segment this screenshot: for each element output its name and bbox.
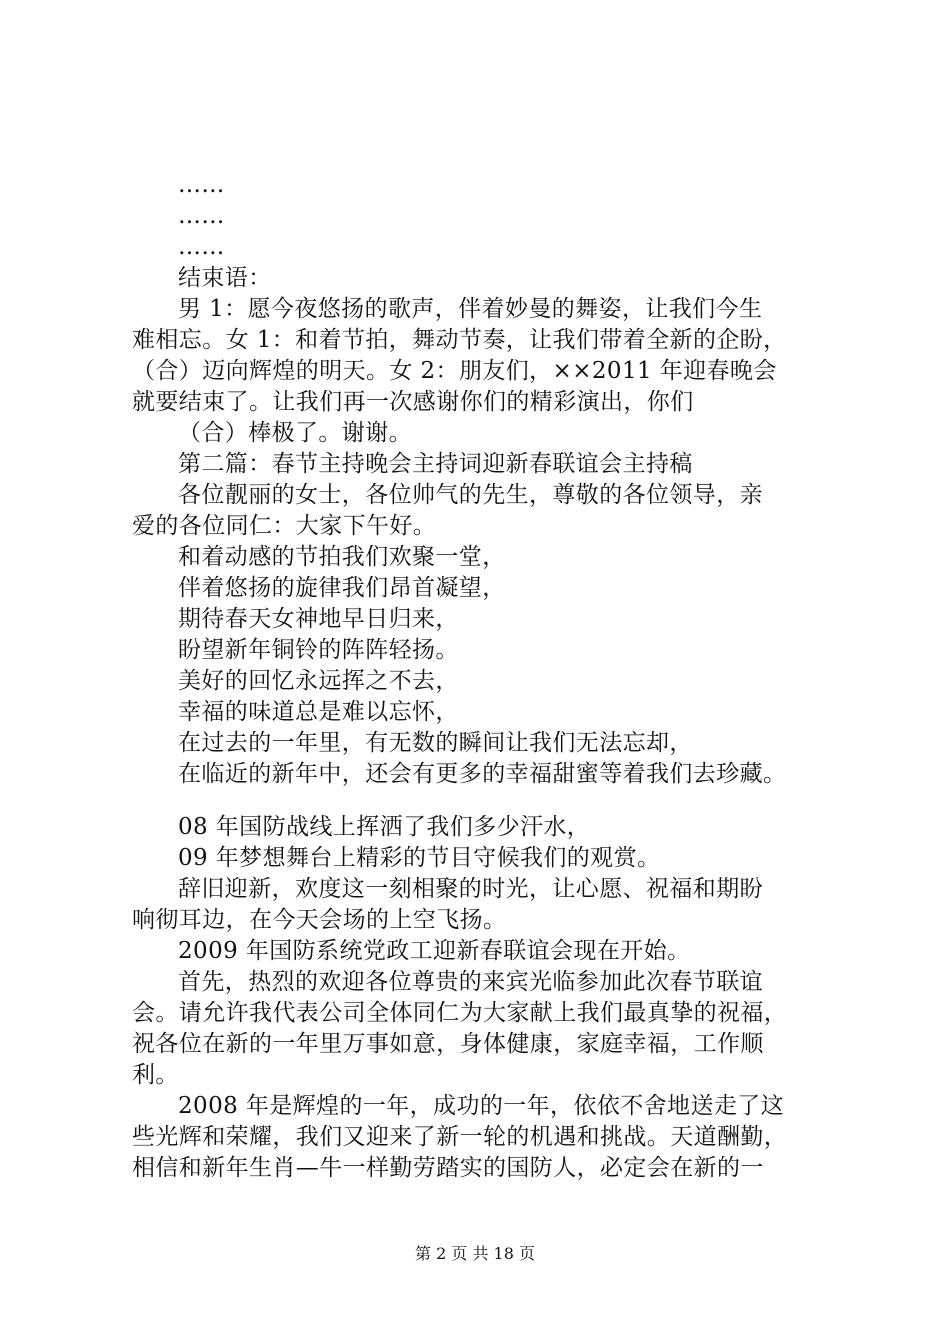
- document-body: [132, 170, 832, 1184]
- text-line: 和着动感的节拍我们欢聚一堂，: [178, 544, 506, 570]
- text-line: 在临近的新年中，还会有更多的幸福甜蜜等着我们去珍藏。: [178, 761, 787, 787]
- text-line: ……: [178, 172, 225, 198]
- text-line: ……: [178, 203, 225, 229]
- text-line: 些光辉和荣耀，我们又迎来了新一轮的机遇和挑战。天道酬勤，: [132, 1124, 788, 1150]
- text-line: 利。: [132, 1062, 179, 1088]
- text-line: 会。请允许我代表公司全体同仁为大家献上我们最真挚的祝福，: [132, 1000, 788, 1026]
- text-line: 08 年国防战线上挥洒了我们多少汗水，: [178, 814, 591, 840]
- text-line: （合）棒极了。谢谢。: [178, 420, 412, 446]
- text-line: 在过去的一年里，有无数的瞬间让我们无法忘却，: [178, 730, 693, 756]
- text-line: 辞旧迎新，欢度这一刻相聚的时光，让心愿、祝福和期盼: [178, 876, 763, 902]
- text-line: 相信和新年生肖—牛一样勤劳踏实的国防人，必定会在新的一: [132, 1155, 764, 1181]
- text-line: 各位靓丽的女士，各位帅气的先生，尊敬的各位领导，亲: [178, 482, 763, 508]
- text-line: 09 年梦想舞台上精彩的节目守候我们的观赏。: [178, 845, 661, 871]
- text-line: 2008 年是辉煌的一年，成功的一年，依依不舍地送走了这: [178, 1093, 785, 1119]
- paragraph-spacer: [132, 790, 832, 812]
- text-line: 幸福的味道总是难以忘怀，: [178, 699, 459, 725]
- text-line: （合）迈向辉煌的明天。女 2：朋友们，××2011 年迎春晚会: [132, 358, 777, 384]
- text-line: 祝各位在新的一年里万事如意，身体健康，家庭幸福，工作顺: [132, 1031, 764, 1057]
- text-line: 难相忘。女 1：和着节拍，舞动节奏，让我们带着全新的企盼，: [132, 327, 787, 353]
- text-line: 第二篇：春节主持晚会主持词迎新春联谊会主持稿: [178, 451, 693, 477]
- text-line: 首先，热烈的欢迎各位尊贵的来宾光临参加此次春节联谊: [178, 969, 763, 995]
- text-line: 结束语：: [178, 265, 272, 291]
- text-line: 响彻耳边，在今天会场的上空飞扬。: [132, 907, 507, 933]
- page-footer: 第 2 页 共 18 页: [415, 1244, 535, 1263]
- text-line: 伴着悠扬的旋律我们昂首凝望，: [178, 575, 506, 601]
- text-line: ……: [178, 234, 225, 260]
- text-line: 就要结束了。让我们再一次感谢你们的精彩演出，你们: [132, 389, 694, 415]
- text-line: 男 1：愿今夜悠扬的歌声，伴着妙曼的舞姿，让我们今生: [178, 296, 763, 322]
- text-line: 盼望新年铜铃的阵阵轻扬。: [178, 637, 459, 663]
- text-line: 期待春天女神地早日归来，: [178, 606, 459, 632]
- text-line: 爱的各位同仁：大家下午好。: [132, 513, 437, 539]
- text-line: 2009 年国防系统党政工迎新春联谊会现在开始。: [178, 938, 691, 964]
- text-line: 美好的回忆永远挥之不去，: [178, 668, 459, 694]
